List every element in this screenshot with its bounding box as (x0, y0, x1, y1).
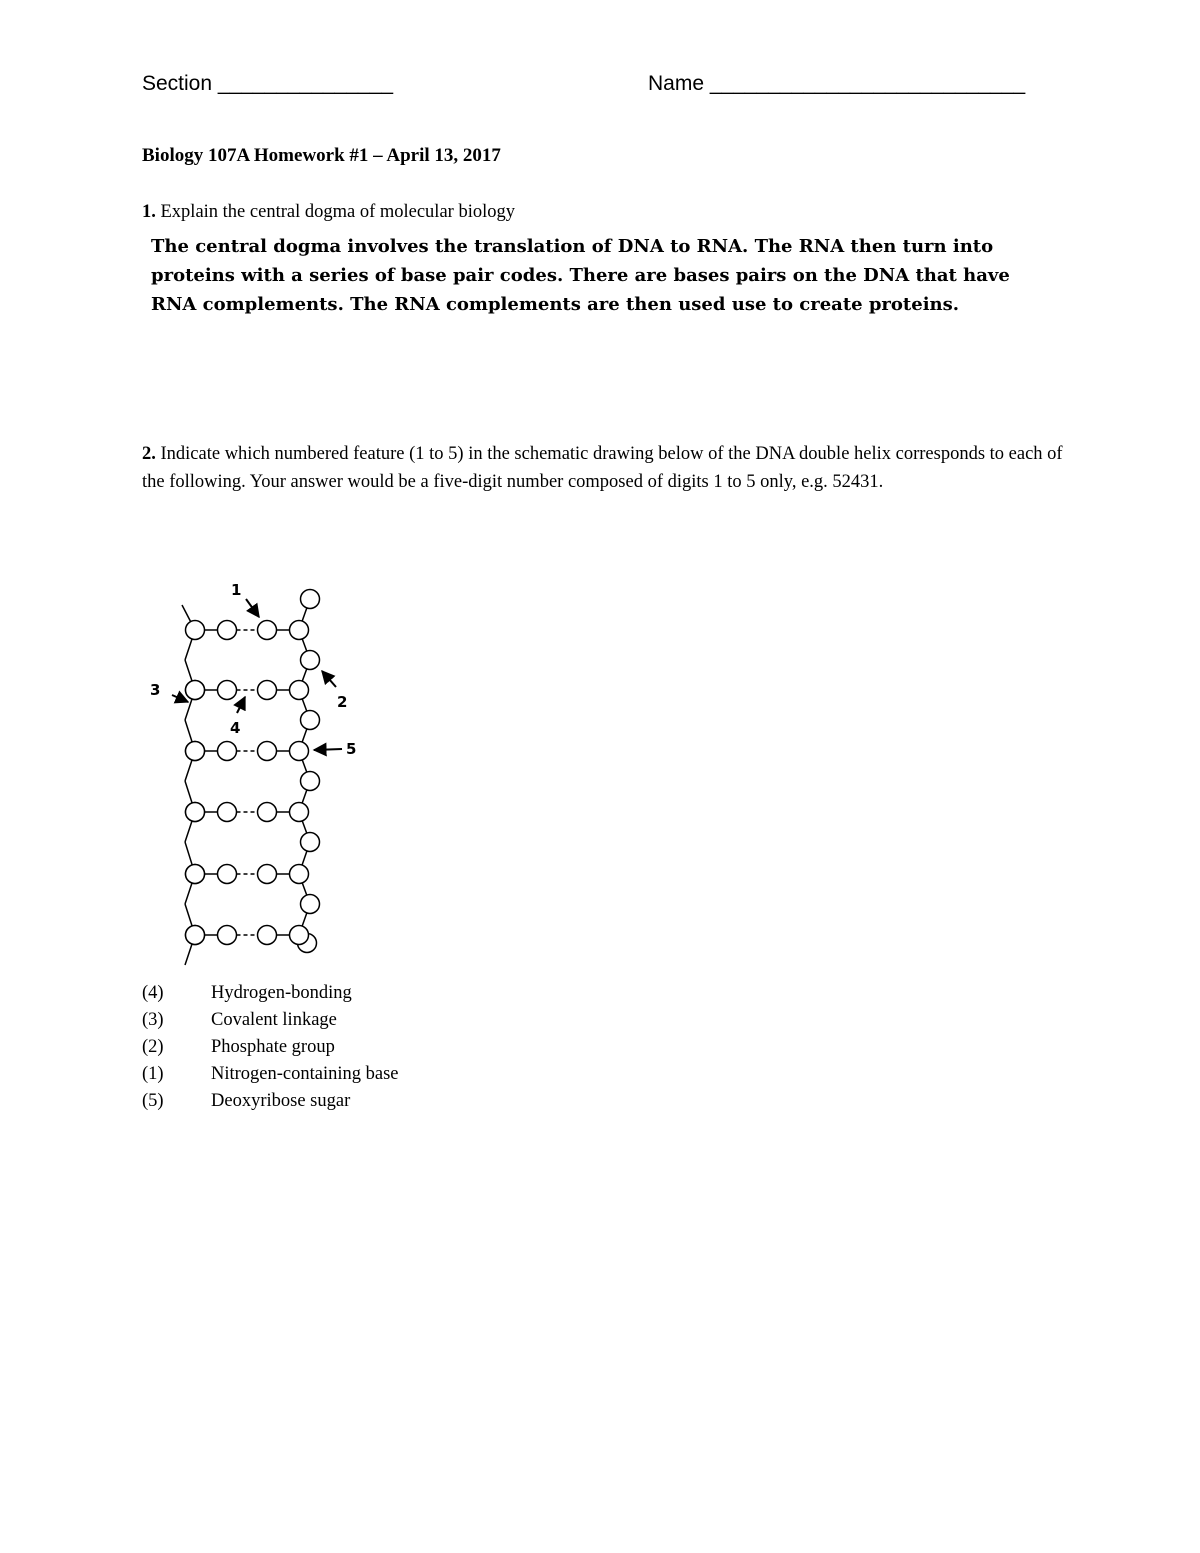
answer-label: Covalent linkage (211, 1010, 337, 1030)
phosphate-circle (301, 711, 320, 730)
section-field[interactable] (142, 72, 393, 96)
list-item (142, 1061, 399, 1088)
list-item (142, 980, 399, 1007)
document-title: Biology 107A Homework #1 – April 13, 2017 (142, 145, 501, 166)
phosphate-circle (301, 772, 320, 791)
question-1-number: 1. (142, 202, 156, 222)
question-2-number: 2. (142, 444, 156, 464)
arrow-5 (314, 749, 342, 750)
question-1 (142, 198, 515, 226)
base-circle (218, 621, 237, 640)
label-5: 5 (346, 740, 357, 758)
section-blank[interactable]: _______________ (217, 72, 394, 95)
sugar-circle (186, 803, 205, 822)
arrow-3 (172, 695, 188, 702)
name-label: Name (648, 72, 705, 95)
answer-number: (5) (142, 1091, 164, 1111)
base-circle (258, 803, 277, 822)
name-field[interactable] (648, 72, 1025, 96)
list-item (142, 1034, 399, 1061)
question-1-answer: The central dogma involves the translation of DNA to RNA. The RNA then turn into proteins with a series of base pair codes. There are bases pairs on the DNA that have RNA complements. The RNA complements are then used use to create proteins. (151, 236, 1010, 315)
answer-number: (1) (142, 1064, 164, 1084)
answer-label: Hydrogen-bonding (211, 983, 352, 1003)
arrow-1 (246, 599, 259, 617)
sugar-circle (290, 681, 309, 700)
base-circle (258, 621, 277, 640)
phosphate-circle (301, 895, 320, 914)
answer-number: (2) (142, 1037, 164, 1057)
base-circle (218, 926, 237, 945)
dna-strands (182, 590, 320, 966)
sugar-circle (290, 621, 309, 640)
answer-label: Phosphate group (211, 1037, 335, 1057)
base-circle (218, 865, 237, 884)
base-circle (258, 926, 277, 945)
sugar-circle (186, 742, 205, 761)
label-2: 2 (337, 693, 348, 711)
sugar-circle (186, 621, 205, 640)
answers-list (142, 980, 399, 1115)
label-1: 1 (231, 581, 242, 599)
sugar-circle (186, 865, 205, 884)
label-4: 4 (230, 719, 241, 737)
question-1-prompt: Explain the central dogma of molecular biology (160, 202, 515, 222)
phosphate-circle (301, 590, 320, 609)
sugar-circle (290, 742, 309, 761)
arrow-2 (322, 671, 336, 687)
sugar-circle (186, 926, 205, 945)
sugar-circle (186, 681, 205, 700)
sugar-circle (290, 926, 309, 945)
sugar-circle (290, 865, 309, 884)
phosphate-circle (301, 651, 320, 670)
sugar-circle (290, 803, 309, 822)
base-circle (218, 681, 237, 700)
list-item (142, 1007, 399, 1034)
label-3: 3 (150, 681, 161, 699)
base-circle (258, 865, 277, 884)
question-2-prompt: Indicate which numbered feature (1 to 5) in the schematic drawing below of the DNA double helix corresponds to each of the following. Your answer would be a five-digit number composed of digits 1 to 5 only, e.g. 52431. (142, 444, 1063, 492)
question-2 (142, 440, 1072, 496)
base-circle (258, 681, 277, 700)
base-circle (218, 742, 237, 761)
base-circle (258, 742, 277, 761)
section-label: Section (142, 72, 213, 95)
answer-number: (3) (142, 1010, 164, 1030)
list-item (142, 1088, 399, 1115)
answer-label: Deoxyribose sugar (211, 1091, 351, 1111)
answer-number: (4) (142, 983, 164, 1003)
dna-double-helix-diagram (150, 575, 390, 980)
base-circle (218, 803, 237, 822)
arrow-4 (237, 697, 245, 713)
answer-label: Nitrogen-containing base (211, 1064, 399, 1084)
phosphate-circle (301, 833, 320, 852)
name-blank[interactable]: ___________________________ (709, 72, 1026, 95)
